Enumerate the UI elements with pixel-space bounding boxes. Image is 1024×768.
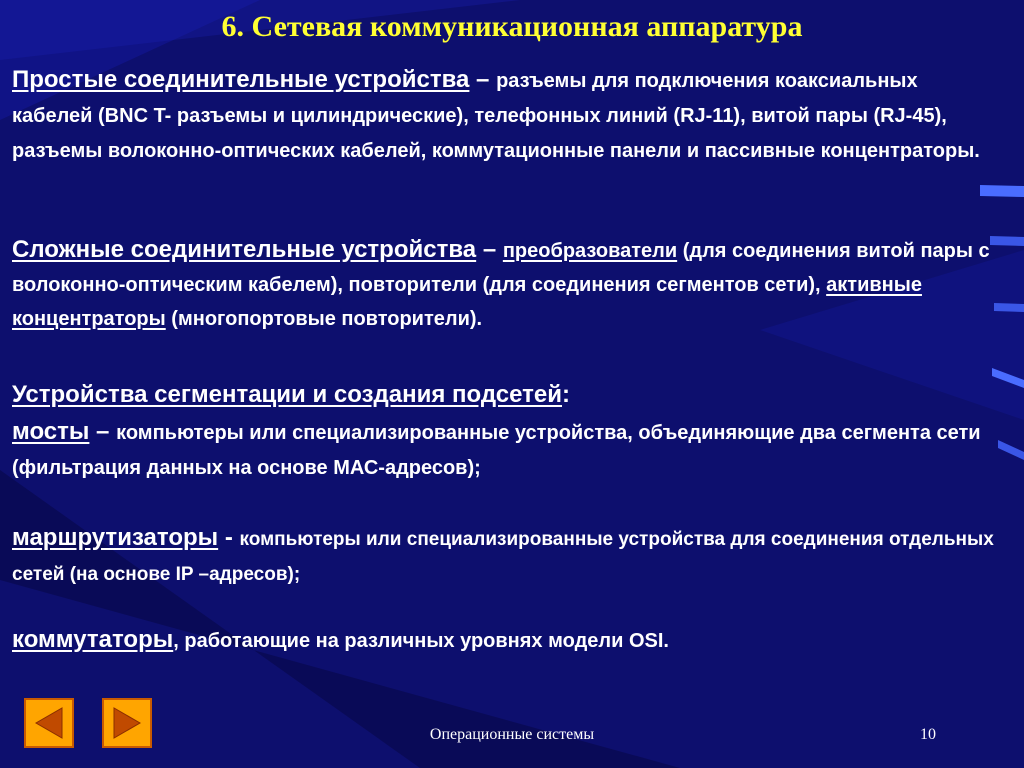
converters-term: преобразователи <box>502 240 678 262</box>
bridges-term: мосты <box>12 418 90 445</box>
routers-text: компьютеры или специализированные устройства для соединения отдельных сетей (на основе IP –адресов); <box>12 529 994 585</box>
routers-dash: - <box>218 524 240 551</box>
complex-connectors-dash: – <box>476 236 503 263</box>
simple-connectors-paragraph <box>12 62 1002 169</box>
switches-text: работающие на различных уровнях модели OSI. <box>184 630 669 652</box>
bridges-text: компьютеры или специализированные устройства, объединяющие два сегмента сети (фильтрация данных на основе МАС-адресов); <box>12 422 981 479</box>
complex-connectors-heading: Сложные соединительные устройства <box>12 236 477 263</box>
active-hubs-term: активные концентраторы <box>12 274 922 330</box>
switches-term: коммутаторы <box>12 626 174 653</box>
routers-term: маршрутизаторы <box>12 524 219 551</box>
segmentation-colon: : <box>562 381 571 408</box>
switches-comma: , <box>173 630 185 652</box>
footer-course-name: Операционные системы <box>429 726 595 743</box>
segmentation-heading: Устройства сегментации и создания подсетей <box>12 381 563 408</box>
complex-connectors-text-1: (для соединения витой пары с волоконно-оптическим кабелем), повторители (для соединения сегментов сети), <box>12 240 990 296</box>
simple-connectors-dash: – <box>469 66 497 93</box>
routers-paragraph <box>12 520 1002 592</box>
complex-connectors-paragraph <box>12 233 1002 336</box>
simple-connectors-heading: Простые соединительные устройства <box>12 66 470 93</box>
page-number: 10 <box>920 726 936 743</box>
slide-title: 6. Сетевая коммуникационная аппаратура <box>221 10 803 43</box>
segmentation-paragraph <box>12 377 1002 486</box>
simple-connectors-text: разъемы для подключения коаксиальных кабелей (BNC T- разъемы и цилиндрические), телефонных линий (RJ-11), витой пары (RJ-45), разъемы волоконно-оптических кабелей, коммутационные панели и пассивные концентраторы. <box>12 70 980 162</box>
bridges-dash: – <box>89 418 117 445</box>
switches-paragraph <box>12 622 1002 659</box>
complex-connectors-text-2: (многопортовые повторители). <box>165 308 483 330</box>
